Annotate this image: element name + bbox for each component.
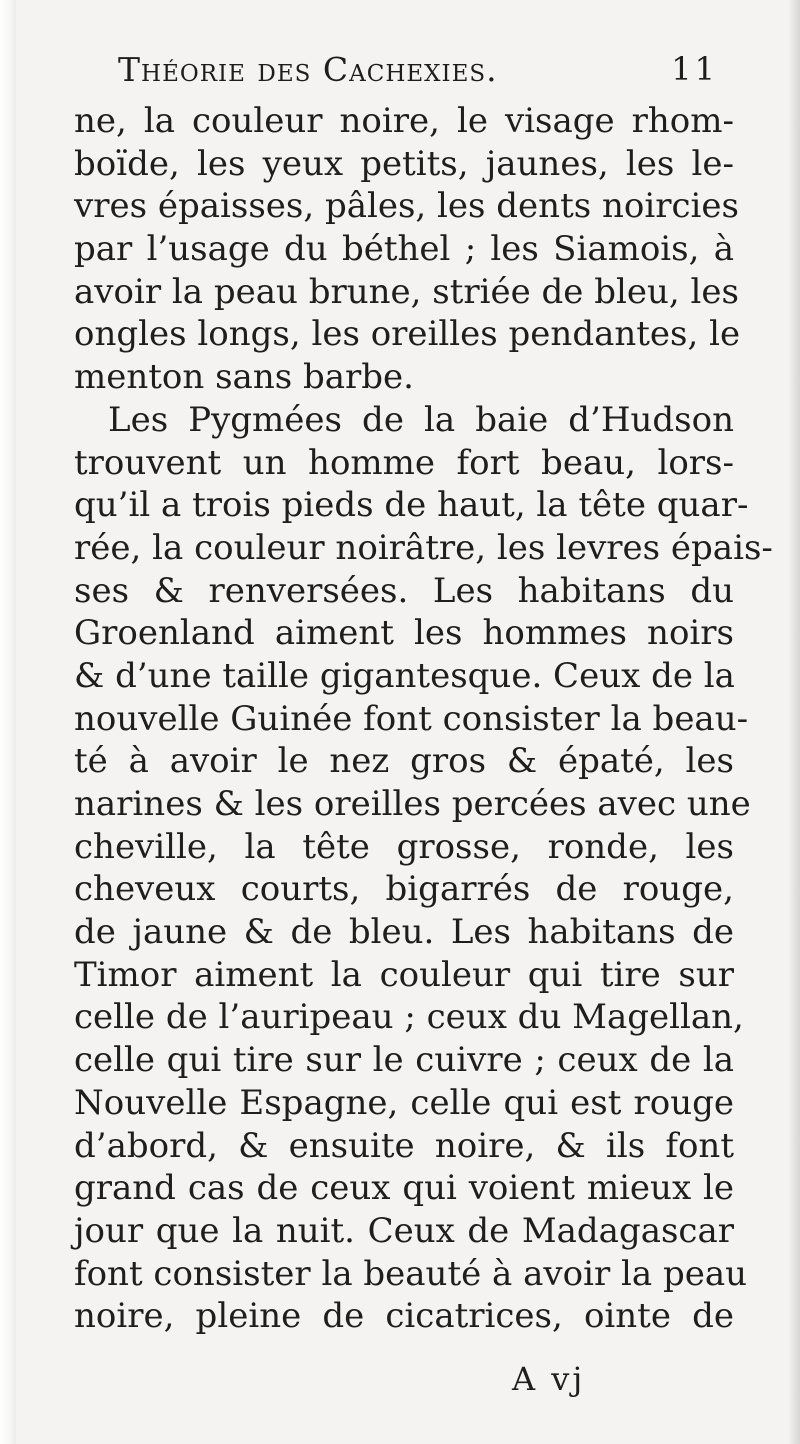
text-line: avoir la peau brune, striée de bleu, les	[74, 271, 739, 312]
text-line: narines & les oreilles percées avec une	[74, 784, 751, 824]
text-line: font consister la beauté à avoir la peau	[74, 1253, 748, 1294]
page-number: 11	[671, 50, 718, 88]
text-line: boïde, les yeux petits, jaunes, les le-	[74, 143, 734, 184]
running-title: Théorie des Cachexies.	[118, 50, 498, 89]
text-line: de jaune & de bleu. Les habitans de	[74, 912, 734, 953]
text-line: ne, la couleur noire, le visage rhom-	[74, 101, 734, 141]
text-line: jour que la nuit. Ceux de Madagascar	[74, 1210, 734, 1251]
signature-mark: A vj	[512, 1360, 586, 1398]
text-line: cheville, la tête grosse, ronde, les	[74, 826, 734, 867]
text-line: & d’une taille gigantesque. Ceux de la	[74, 655, 735, 696]
text-line: Groenland aiment les hommes noirs	[74, 613, 734, 654]
text-line: menton sans barbe.	[74, 357, 414, 398]
text-line: Nouvelle Espagne, celle qui est rouge	[74, 1082, 734, 1123]
body-text	[74, 100, 773, 1338]
running-header	[118, 50, 718, 96]
text-line: par l’usage du béthel ; les Siamois, à	[74, 229, 734, 270]
text-line: cheveux courts, bigarrés de rouge,	[74, 869, 734, 910]
page-edge-shadow	[788, 0, 800, 1444]
text-line: ses & renversées. Les habitans du	[74, 570, 734, 611]
text-line: rée, la couleur noirâtre, les levres épais-	[74, 527, 773, 568]
text-line: nouvelle Guinée font consister la beau-	[74, 698, 749, 739]
text-line: té à avoir le nez gros & épaté, les	[74, 741, 734, 782]
text-line: grand cas de ceux qui voient mieux le	[74, 1168, 734, 1209]
paragraph-start-line: Les Pygmées de la baie d’Hudson	[108, 399, 734, 440]
text-line: noire, pleine de cicatrices, ointe de	[74, 1296, 734, 1337]
text-line: ongles longs, les oreilles pendantes, le	[74, 314, 741, 355]
text-line: celle de l’auripeau ; ceux du Magellan,	[74, 997, 744, 1038]
text-line: d’abord, & ensuite noire, & ils font	[74, 1125, 734, 1166]
text-line: qu’il a trois pieds de haut, la tête quar-	[74, 485, 749, 526]
text-line: trouvent un homme fort beau, lors-	[74, 442, 734, 483]
text-line: celle qui tire sur le cuivre ; ceux de la	[74, 1040, 734, 1081]
page-gutter-edge	[0, 0, 16, 1444]
text-line: vres épaisses, pâles, les dents noircies	[74, 186, 739, 227]
text-line: Timor aiment la couleur qui tire sur	[74, 954, 734, 995]
